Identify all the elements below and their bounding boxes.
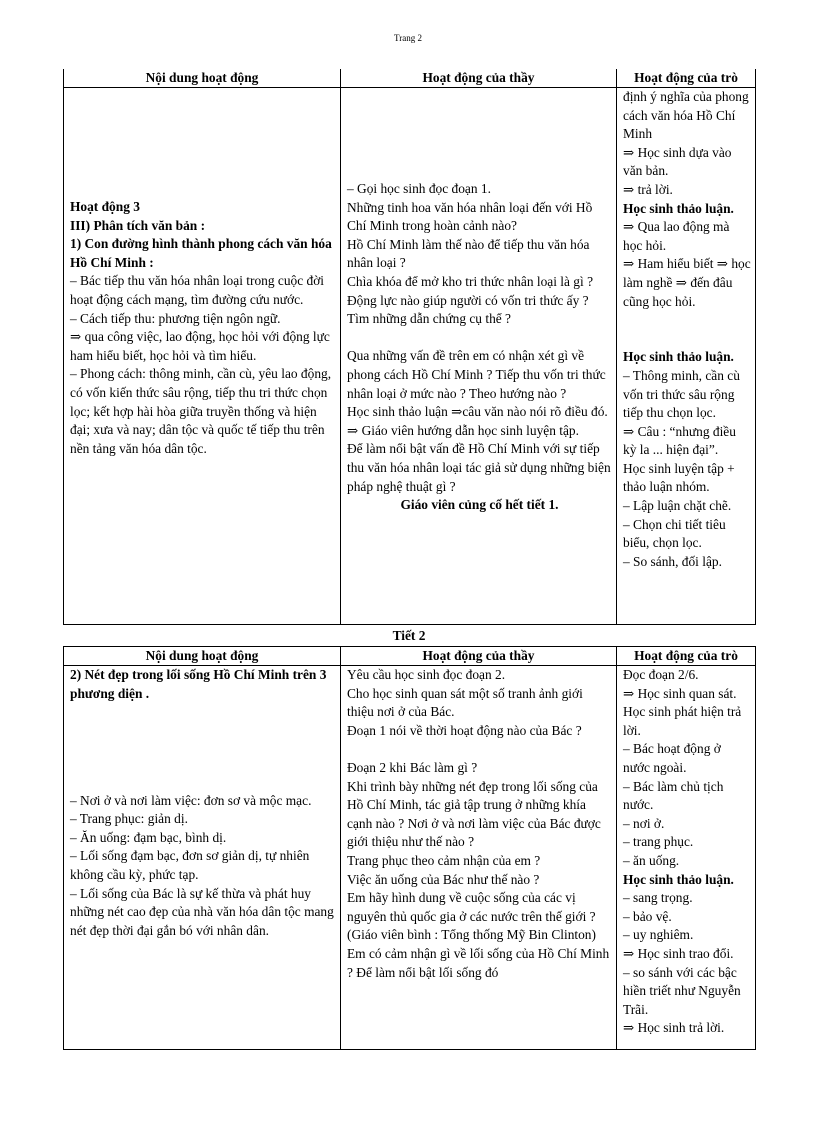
- teacher-line: Em hãy hình dung về cuộc sống của các vị nguyên thủ quốc gia ở các nước trên thế giới ?: [347, 890, 596, 924]
- teacher-line: Đoạn 2 khi Bác làm gì ?: [347, 759, 478, 775]
- student-line: – sang trọng.: [623, 890, 693, 906]
- content-line: – Lối sống đạm bạc, đơn sơ giản dị, tự nhiên không cầu kỳ, phức tạp.: [70, 848, 310, 882]
- content-line: ⇒ qua công việc, lao động, học hỏi với động lực ham hiểu biết, học hỏi và tìm hiểu.: [70, 329, 330, 363]
- student-line: ⇒ Học sinh trả lời.: [623, 1020, 725, 1036]
- header-student: Hoạt động của trò: [617, 647, 756, 666]
- teacher-cell: [341, 666, 617, 1050]
- student-line: – bảo vệ.: [623, 908, 672, 924]
- student-line: – nơi ở.: [623, 815, 665, 831]
- teacher-cell: [341, 88, 617, 625]
- content-cell: [64, 666, 341, 1050]
- student-line: ⇒ Qua lao động mà học hỏi.: [623, 219, 730, 253]
- student-line: Học sinh luyện tập + thảo luận nhóm.: [623, 460, 735, 495]
- teacher-line: Học sinh thảo luận ⇒câu văn nào nói rõ điều đó.: [347, 404, 608, 420]
- teacher-line: Trang phục theo cảm nhận của em ?: [347, 852, 541, 868]
- student-cell: [617, 666, 756, 1050]
- student-line: – uy nghiêm.: [623, 927, 694, 943]
- teacher-line: Chìa khóa để mở kho tri thức nhân loại là gì ?: [347, 273, 594, 289]
- teacher-line: (Giáo viên bình : Tổng thống Mỹ Bin Clinton): [347, 927, 596, 943]
- content-line: – Ăn uống: đạm bạc, bình dị.: [70, 829, 227, 845]
- student-discussion: Học sinh thảo luận.: [623, 200, 734, 216]
- student-line: Đọc đoạn 2/6.: [623, 667, 699, 682]
- student-line: ⇒ Học sinh trao đổi.: [623, 945, 734, 961]
- teacher-line: Khi trình bày những nét đẹp trong lối sống của Hồ Chí Minh, tác giả tập trung ở những khía cạnh nào ? Nơi ở và nơi làm việc của Bác được giới thiệu như thế nào ?: [347, 778, 601, 850]
- page-header: Trang 2: [394, 33, 422, 43]
- student-line: – Thông minh, cần cù vốn tri thức sâu rộng tiếp thu chọn lọc.: [623, 367, 740, 421]
- table-header-row: [64, 647, 756, 666]
- student-line: định ý nghĩa của phong cách văn hóa Hồ Chí Minh: [623, 89, 749, 142]
- header-content: Nội dung hoạt động: [64, 647, 341, 666]
- lesson-table-2: [63, 646, 756, 1050]
- teacher-line: ⇒ Giáo viên hướng dẫn học sinh luyện tập.: [347, 422, 579, 438]
- content-cell: [64, 88, 341, 625]
- table-row: [64, 666, 756, 1050]
- teacher-line: Em có cảm nhận gì về lối sống của Hồ Chí Minh ? Để làm nổi bật lối sống đó: [347, 945, 610, 980]
- teacher-line: Để làm nổi bật vấn đề Hồ Chí Minh với sự tiếp thu văn hóa nhân loại tác giả sử dụng những biện pháp nghệ thuật gì ?: [347, 441, 611, 494]
- teacher-line: Đoạn 1 nói về thời hoạt động nào của Bác ?: [347, 722, 582, 738]
- content-line: – Bác tiếp thu văn hóa nhân loại trong cuộc đời hoạt động cách mạng, tìm đường cứu nước.: [70, 273, 324, 307]
- teacher-summary: Giáo viên củng cố hết tiết 1.: [400, 497, 559, 513]
- student-line: – ăn uống.: [623, 852, 680, 868]
- student-discussion: Học sinh thảo luận.: [623, 349, 734, 365]
- student-line: ⇒ Câu : “nhưng điều kỳ la ... hiện đại”.: [623, 423, 736, 458]
- section-heading: Tiết 2: [392, 628, 426, 643]
- header-content: Nội dung hoạt động: [64, 69, 341, 88]
- content-line: – Phong cách: thông minh, cần cù, yêu lao động, có vốn kiến thức sâu rộng, tiếp thu tri thức chọn lọc; kết hợp hài hòa giữa truyền thống và hiện đại; xưa và nay; dân tộc và quốc tế tiếp thu trên nền tảng văn hóa dân tộc.: [70, 366, 332, 456]
- student-line: – Lập luận chặt chẽ.: [623, 498, 732, 514]
- student-line: – trang phục.: [623, 834, 694, 850]
- section-title: III) Phân tích văn bản :: [70, 217, 206, 233]
- subsection-title: 2) Nét đẹp trong lối sống Hồ Chí Minh trên 3 phương diện .: [70, 667, 327, 701]
- teacher-line: Việc ăn uống của Bác như thế nào ?: [347, 871, 540, 887]
- header-teacher: Hoạt động của thầy: [341, 69, 617, 88]
- teacher-line: Những tinh hoa văn hóa nhân loại đến với Hồ Chí Minh trong hoàn cảnh nào?: [347, 199, 593, 234]
- teacher-line: Cho học sinh quan sát một số tranh ảnh giới thiệu nơi ở của Bác.: [347, 685, 583, 720]
- student-line: – Bác làm chủ tịch nước.: [623, 778, 724, 813]
- student-line: ⇒ Ham hiểu biết ⇒ học làm nghề ⇒ đến đâu cũng học hỏi.: [623, 256, 751, 309]
- content-line: – Lối sống của Bác là sự kế thừa và phát huy những nét cao đẹp của nhà văn hóa dân tộc mang nét đẹp thời đại gắn bó với nhân dân.: [70, 885, 334, 938]
- student-line: ⇒ Học sinh dựa vào văn bản.: [623, 144, 732, 179]
- table-header-row: [64, 69, 756, 88]
- teacher-line: Qua những vấn đề trên em có nhận xét gì về phong cách Hồ Chí Minh ? Tiếp thu vốn tri thức nhân loại ở mức nào ? Theo hướng nào ?: [347, 348, 606, 401]
- student-cell: [617, 88, 756, 625]
- student-line: ⇒ trả lời.: [623, 181, 673, 197]
- teacher-line: Hồ Chí Minh làm thế nào để tiếp thu văn hóa nhân loại ?: [347, 236, 590, 271]
- subsection-title: 1) Con đường hình thành phong cách văn hóa Hồ Chí Minh :: [70, 236, 332, 270]
- content-line: – Cách tiếp thu: phương tiện ngôn ngữ.: [70, 310, 281, 326]
- student-discussion: Học sinh thảo luận.: [623, 871, 734, 887]
- header-teacher: Hoạt động của thầy: [341, 647, 617, 666]
- header-student: Hoạt động của trò: [617, 69, 756, 88]
- teacher-line: Yêu cầu học sinh đọc đoạn 2.: [347, 667, 506, 682]
- student-line: – Bác hoạt động ở nước ngoài.: [623, 741, 721, 775]
- teacher-line: – Gọi học sinh đọc đoạn 1.: [347, 181, 491, 196]
- lesson-table-1: [63, 69, 756, 625]
- teacher-line: Động lực nào giúp người có vốn tri thức ấy ? Tìm những dẫn chứng cụ thể ?: [347, 292, 589, 327]
- student-line: – So sánh, đối lập.: [623, 553, 722, 569]
- content-line: – Trang phục: giản dị.: [70, 811, 188, 827]
- student-line: – Chọn chi tiết tiêu biểu, chọn lọc.: [623, 516, 726, 551]
- content-line: – Nơi ở và nơi làm việc: đơn sơ và mộc mạc.: [70, 792, 312, 808]
- table-row: [64, 88, 756, 625]
- student-line: – so sánh với các bậc hiền triết như Nguyễn Trãi.: [623, 964, 741, 1017]
- student-line: ⇒ Học sinh quan sát. Học sinh phát hiện trả lời.: [623, 685, 742, 738]
- activity-title: Hoạt động 3: [70, 199, 140, 214]
